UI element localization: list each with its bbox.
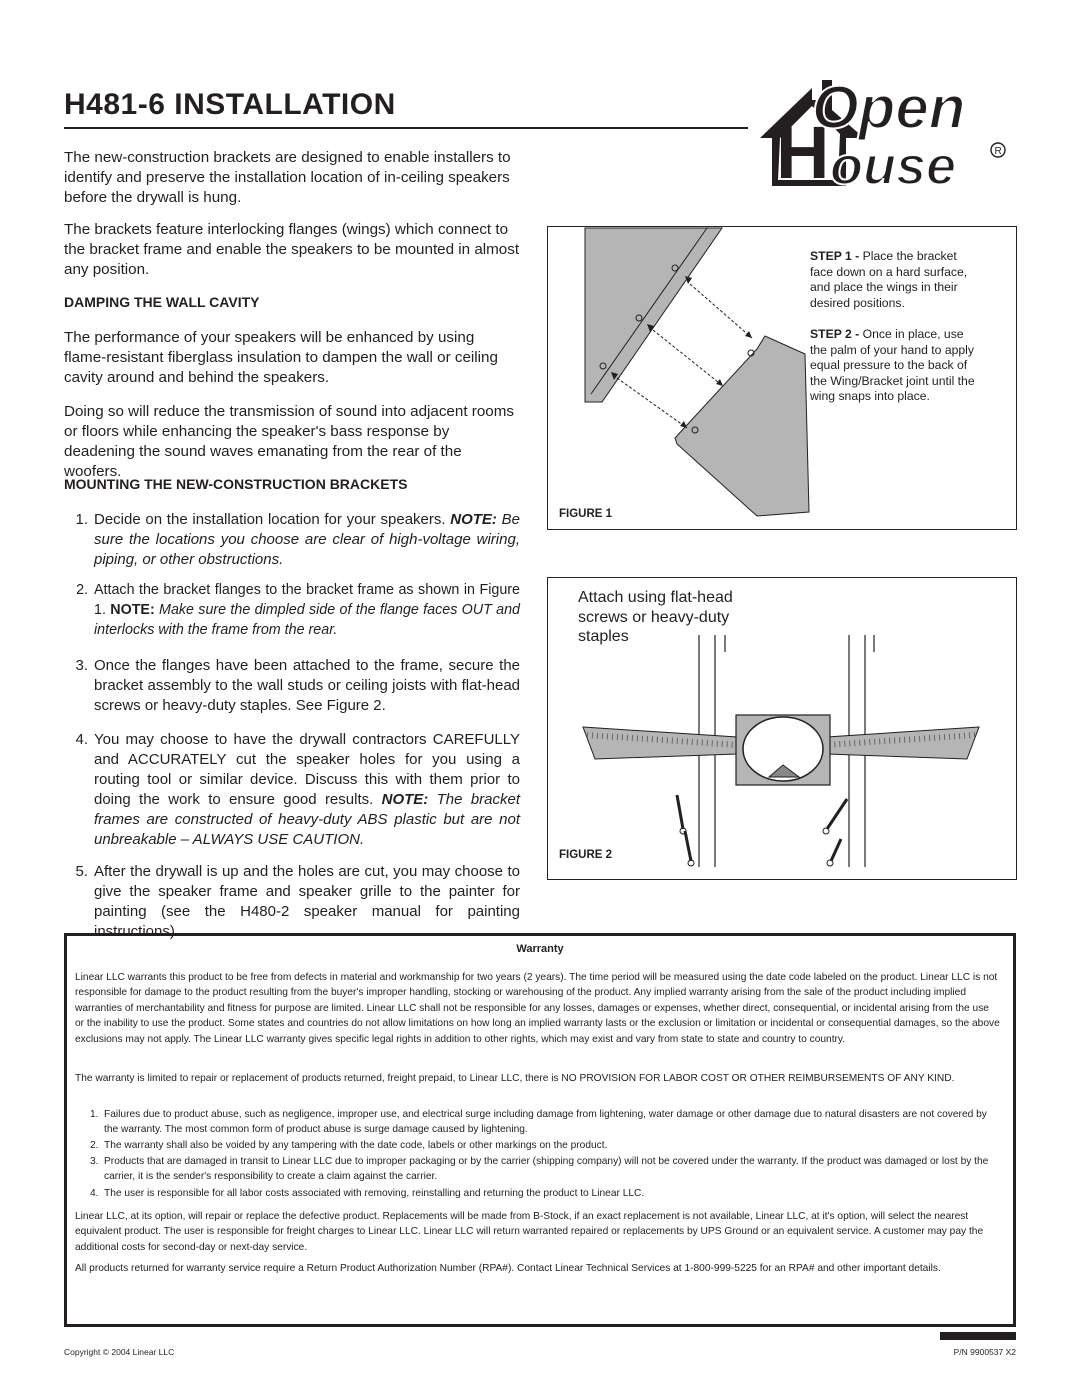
- svg-text:ouse: ouse: [830, 136, 957, 196]
- warranty-item-4: [90, 1186, 1002, 1201]
- step-number: 2.: [76, 582, 88, 598]
- figure-1-label: FIGURE 1: [559, 508, 613, 520]
- mounting-heading: MOUNTING THE NEW-CONSTRUCTION BRACKETS: [64, 476, 408, 492]
- figure-2-label: FIGURE 2: [559, 849, 613, 861]
- figure-2-caption: Attach using flat-head screws or heavy-duty staples: [578, 589, 733, 645]
- item-text: The user is responsible for all labor costs associated with removing, reinstalling and returning the product to Linear LLC.: [104, 1188, 645, 1199]
- warranty-paragraph-2: The warranty is limited to repair or replacement of products returned, freight prepaid, to Linear LLC, there is NO PROVISION FOR LABOR COST OR OTHER REIMBURSEMENTS OF ANY KIND.: [75, 1073, 955, 1084]
- note-text: Make sure the dimpled side of the flange faces OUT and interlocks with the frame from the rear.: [94, 602, 520, 638]
- item-number: 3.: [90, 1156, 99, 1167]
- mounting-step-5: [64, 862, 520, 942]
- note-text: The bracket frames are constructed of heavy-duty ABS plastic but are not unbreakable – ALWAYS USE CAUTION.: [94, 791, 521, 848]
- figure-1-step-1: [810, 249, 980, 311]
- step-number: 1.: [75, 511, 88, 528]
- step-2-label: STEP 2 -: [810, 327, 860, 341]
- copyright: Copyright © 2004 Linear LLC: [64, 1347, 175, 1357]
- mounting-step-2: [64, 580, 520, 640]
- note-label: NOTE:: [450, 511, 497, 528]
- figure-1-step-2: [810, 327, 980, 405]
- note-text: Be sure the locations you choose are clear of high-voltage wiring, piping, or other obstructions.: [94, 511, 521, 568]
- item-text: Products that are damaged in transit to Linear LLC due to improper packaging or by the carrier (shipping company) will not be covered under the warranty. If the product was damaged or lost by the carrier, it is the sender's responsibility to create a claim against the carrier.: [104, 1156, 989, 1183]
- step-number: 5.: [75, 863, 88, 880]
- step-text: You may choose to have the drywall contractors CAREFULLY and ACCURATELY cut the speaker holes for you using a routing tool or similar device. Discuss this with them prior to doing the work to ensure good results.: [94, 731, 520, 808]
- step-number: 3.: [75, 657, 88, 674]
- damping-paragraph-2: Doing so will reduce the transmission of sound into adjacent rooms or floors while enhancing the speaker's bass response by deadening the sound waves emanating from the rear of the woofers.: [64, 403, 514, 480]
- footer-bar: [940, 1332, 1016, 1340]
- note-label: NOTE:: [381, 791, 429, 808]
- warranty-paragraph-4: All products returned for warranty service require a Return Product Authorization Number (RPA#). Contact Linear Technical Services at 1-800-999-5225 for an RPA# and other important details.: [75, 1263, 941, 1274]
- step-1-label: STEP 1 -: [810, 249, 860, 263]
- item-number: 2.: [90, 1140, 99, 1151]
- warranty-item-2: [90, 1138, 1002, 1153]
- mounting-step-1: [64, 510, 520, 570]
- warranty-paragraph-1: Linear LLC warrants this product to be free from defects in material and workmanship for two years (2 years). The time period will be measured using the date code labeled on the product. Linear LLC is not responsible for damage to the product resulting from the buyer's improper handling, stocking or warehousing of the product. Any implied warranty arising from the sale of the product including implied warranties of merchantability and fitness for purpose are limited. Linear LLC shall not be responsible for any losses, damages or expenses, whether direct, consequential, or incidental arising from the use or the inability to use the product. Some states and countries do not allow limitations on how long an implied warranty lasts or the exclusion or limitation or incidental or consequential damages, so the above exclusions may not apply. The Linear LLC warranty gives specific legal rights in addition to other rights, which may exist and vary from state to state and country to country.: [75, 972, 1000, 1045]
- open-house-logo: [752, 58, 1022, 198]
- item-text: Failures due to product abuse, such as negligence, improper use, and electrical surge including damage from lightening, water damage or other damage due to natural disasters are not covered by the warranty. The most common form of product abuse is surge damage caused by lightening.: [104, 1109, 987, 1136]
- mounting-step-4: [64, 730, 520, 850]
- svg-text:R: R: [994, 146, 1002, 157]
- step-text: Attach the bracket flanges to the bracket frame as shown in Figure 1.: [94, 582, 520, 618]
- page-title: H481-6 INSTALLATION: [64, 88, 396, 121]
- warranty-title: Warranty: [516, 943, 564, 955]
- item-text: The warranty shall also be voided by any tampering with the date code, labels or other markings on the product.: [104, 1140, 608, 1151]
- intro-paragraph-2: The brackets feature interlocking flanges (wings) which connect to the bracket frame and enable the speakers to be mounted in almost any position.: [64, 221, 520, 278]
- step-1-text: Place the bracket face down on a hard surface, and place the wings in their desired positions.: [810, 249, 968, 310]
- warranty-paragraph-3: Linear LLC, at its option, will repair or replace the defective product. Replacements will be made from B-Stock, if an exact replacement is not available, Linear LLC, at it's option, will select the nearest equivalent product. The user is responsible for freight charges to Linear LLC. Linear LLC will return warranted repaired or replacements by UPS Ground or an equivalent service. A customer may pay the additional costs for second-day or next-day service.: [75, 1211, 984, 1253]
- part-number: P/N 9900537 X2: [953, 1347, 1016, 1357]
- warranty-item-1: [90, 1107, 1002, 1138]
- note-label: NOTE:: [110, 602, 155, 618]
- svg-text:H: H: [776, 111, 830, 194]
- step-text: Decide on the installation location for your speakers.: [94, 511, 446, 528]
- item-number: 4.: [90, 1188, 99, 1199]
- damping-heading: DAMPING THE WALL CAVITY: [64, 294, 260, 310]
- step-number: 4.: [75, 731, 88, 748]
- step-2-text: Once in place, use the palm of your hand to apply equal pressure to the back of the Wing/Bracket joint until the wing snaps into place.: [810, 327, 975, 404]
- intro-paragraph-1: The new-construction brackets are designed to enable installers to identify and preserve the installation location of in-ceiling speakers before the drywall is hung.: [64, 149, 511, 206]
- item-number: 1.: [90, 1109, 99, 1120]
- warranty-item-3: [90, 1154, 1002, 1185]
- step-text: Once the flanges have been attached to the frame, secure the bracket assembly to the wall studs or ceiling joists with flat-head screws or heavy-duty staples. See Figure 2.: [94, 657, 520, 714]
- step-text: After the drywall is up and the holes are cut, you may choose to give the speaker frame and speaker grille to the painter for painting (see the H480-2 speaker manual for painting instructions).: [94, 863, 520, 940]
- svg-text:Open: Open: [812, 74, 966, 141]
- mounting-step-3: [64, 656, 520, 716]
- title-rule: [64, 127, 748, 129]
- damping-paragraph-1: The performance of your speakers will be enhanced by using flame-resistant fiberglass insulation to dampen the wall or ceiling cavity around and behind the speakers.: [64, 329, 498, 386]
